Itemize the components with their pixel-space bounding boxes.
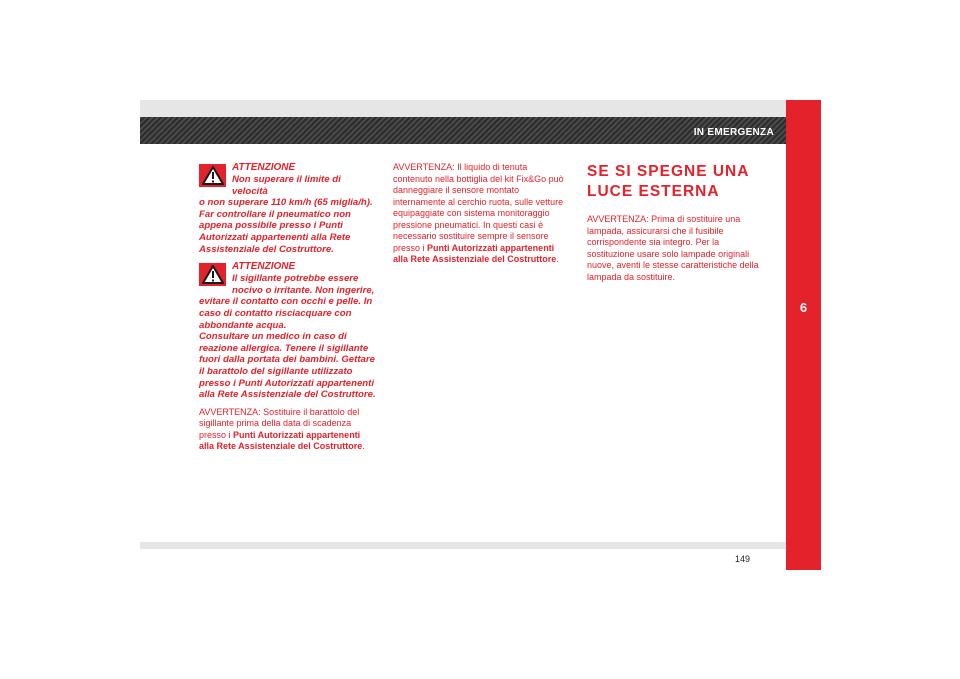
note-bold: Punti Autorizzati appartenenti alla Rete Assistenziale del Costruttore xyxy=(199,429,363,452)
chapter-number: 6 xyxy=(799,300,808,315)
column-2 xyxy=(393,162,565,266)
header-title: IN EMERGENZA xyxy=(693,127,774,138)
chapter-tab xyxy=(786,100,821,570)
warning-title: ATTENZIONE xyxy=(232,261,296,273)
note-text xyxy=(199,407,377,453)
note-bold: Punti Autorizzati appartenenti alla Rete Assistenziale del Costruttore xyxy=(393,242,557,264)
note-suffix: . xyxy=(556,254,559,264)
footer-band xyxy=(140,542,786,549)
warning-text: o non superare 110 km/h (65 miglia/h). Far controllare il pneumatico non appena possibile presso i Punti Autorizzati appartenenti alla Rete Assistenziale del Costruttore. xyxy=(199,197,373,255)
warning-triangle-icon xyxy=(199,263,226,286)
top-band xyxy=(140,100,786,117)
note-text: AVVERTENZA: Prima di sostituire una lampada, assicurarsi che il fusibile corrispondente sia integro. Per la sostituzione usare solo lampade originali nuove, aventi le stesse caratteristiche della lampada da sostituire. xyxy=(587,214,759,282)
warning-text-lead: Non superare il limite di velocità xyxy=(232,174,341,197)
note-prefix: AVVERTENZA: Sostituire il barattolo del sigillante prima della data di scadenza presso i xyxy=(199,406,360,440)
page-number: 149 xyxy=(735,554,751,564)
column-1 xyxy=(199,162,377,453)
warning-text: nocivo o irritante. Non ingerire, evitare il contatto con occhi e pelle. In caso di contatto risciacquare con abbondante acqua. xyxy=(199,284,375,331)
warning-text-lead: Il sigillante potrebbe essere xyxy=(232,273,359,285)
note-prefix: AVVERTENZA: Il liquido di tenuta contenuto nella bottiglia del kit Fix&Go può danneggiare il sensore montato internamente al cerchio ruota, sulle vetture equipaggiate con sistema monitoraggio pressione pneumatici. In questi casi è necessario sostituire sempre il sensore presso i xyxy=(393,162,564,253)
warning-title: ATTENZIONE xyxy=(232,162,296,173)
note-suffix: . xyxy=(362,441,365,452)
section-title: SE SI SPEGNE UNA LUCE ESTERNA xyxy=(587,163,749,200)
note-text xyxy=(393,162,565,266)
warning-triangle-icon xyxy=(199,164,226,187)
warning-block-1 xyxy=(199,162,377,255)
header-bar xyxy=(140,117,786,144)
warning-block-2 xyxy=(199,261,377,401)
column-3 xyxy=(587,162,767,283)
warning-text-extra: Consultare un medico in caso di reazione allergica. Tenere il sigillante fuori dalla portata dei bambini. Gettare il barattolo del sigillante utilizzato presso i Punti Autorizzati appartenenti alla Rete Assistenziale del Costruttore. xyxy=(199,331,376,401)
